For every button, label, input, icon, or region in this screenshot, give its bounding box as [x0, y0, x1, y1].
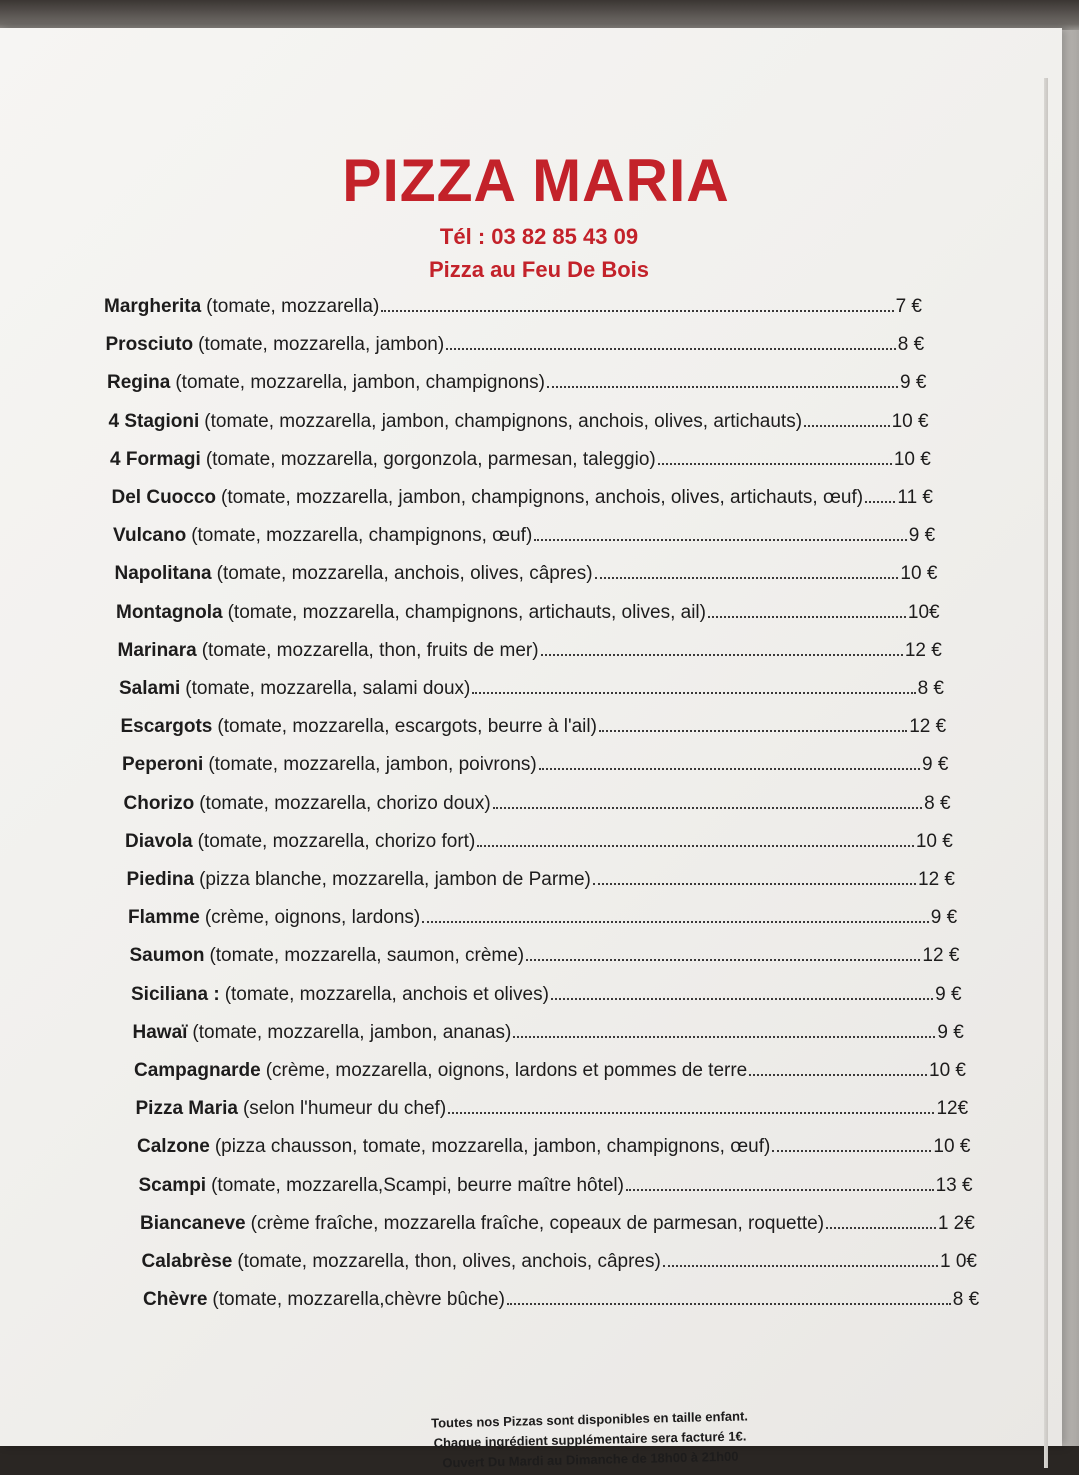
pizza-ingredients: (tomate, mozzarella, escargots, beurre à l'ail) [217, 716, 597, 738]
dot-leader [541, 654, 903, 656]
dot-leader [595, 577, 899, 579]
pizza-price: 8 € [897, 334, 925, 356]
pizza-ingredients: (tomate, mozzarella, anchois et olives) [224, 983, 549, 1005]
pizza-price: 12€ [936, 1098, 969, 1120]
pizza-name: Chorizo [123, 792, 195, 814]
pizza-price: 10 € [933, 1136, 971, 1158]
pizza-name: Saumon [129, 945, 205, 967]
pizza-price: 12 € [904, 639, 942, 661]
footer-opening-hours: Ouvert Du Mardi au Dimanche de 18h00 à 21h00 [442, 1448, 739, 1471]
pizza-ingredients: (tomate, mozzarella, chorizo doux) [199, 792, 491, 814]
menu-item [109, 411, 929, 433]
dot-leader [804, 425, 890, 427]
pizza-price: 8 € [917, 678, 944, 699]
pizza-name: Prosciuto [105, 334, 194, 356]
pizza-name: Flamme [128, 907, 200, 929]
pizza-ingredients: (tomate, mozzarella) [206, 296, 380, 317]
dot-leader [422, 921, 929, 923]
menu-item [121, 716, 947, 738]
pizza-name: Peperoni [122, 754, 204, 776]
restaurant-title: PIZZA MARIA [342, 147, 730, 214]
pizza-ingredients: (tomate, mozzarella, champignons, œuf) [191, 525, 533, 547]
pizza-name: Montagnola [116, 601, 223, 623]
pizza-ingredients: (tomate, mozzarella, saumon, crème) [209, 945, 525, 967]
menu-item [125, 831, 953, 853]
pizza-name: Piedina [126, 869, 195, 890]
pizza-price: 1 0€ [940, 1251, 977, 1272]
pizza-price: 12 € [909, 716, 947, 738]
pizza-name: Salami [119, 678, 181, 699]
pizza-price: 10 € [915, 830, 953, 852]
pizza-ingredients: (tomate, mozzarella, salami doux) [185, 678, 471, 699]
menu-item [112, 487, 934, 509]
pizza-price: 9 € [937, 1021, 964, 1043]
pizza-ingredients: (crème, oignons, lardons) [204, 907, 421, 929]
pizza-ingredients: (selon l'humeur du chef) [242, 1098, 447, 1120]
dot-leader [493, 807, 923, 809]
pizza-name: Biancaneve [140, 1212, 246, 1234]
pizza-price: 7 € [895, 296, 922, 317]
pizza-price: 8 € [952, 1289, 980, 1311]
dot-leader [826, 1227, 936, 1229]
pizza-ingredients: (tomate, mozzarella, gorgonzola, parmesan, taleggio) [205, 448, 656, 470]
dot-leader [593, 883, 916, 885]
pizza-ingredients: (tomate, mozzarella, anchois, olives, câpres) [216, 563, 593, 585]
pizza-name: Diavola [125, 830, 193, 852]
pizza-price: 13 € [935, 1174, 973, 1196]
pizza-price: 10 € [900, 563, 938, 585]
pizza-price: 10 € [929, 1060, 966, 1081]
pizza-price: 10 € [893, 448, 931, 470]
menu-item [113, 525, 935, 547]
pizza-price: 9 € [908, 525, 936, 547]
phone-number: Tél : 03 82 85 43 09 [439, 224, 639, 249]
menu-item [106, 334, 925, 356]
menu-item [118, 640, 942, 662]
pizza-ingredients: (tomate, mozzarella, champignons, artichauts, olives, ail) [227, 601, 706, 623]
pizza-price: 1 2€ [937, 1212, 975, 1234]
pizza-ingredients: (tomate, mozzarella, chorizo fort) [197, 830, 476, 852]
menu-item [136, 1098, 969, 1120]
pizza-name: Scampi [138, 1174, 207, 1196]
menu-item [107, 372, 926, 394]
pizza-ingredients: (tomate, mozzarella, jambon, poivrons) [208, 754, 537, 776]
pizza-price: 12 € [922, 945, 960, 967]
menu-item [130, 945, 960, 967]
menu-item [139, 1175, 973, 1197]
dot-leader [658, 463, 892, 465]
pizza-name: Pizza Maria [135, 1098, 238, 1120]
menu-item [119, 678, 944, 700]
menu-item [134, 1060, 966, 1082]
pizza-price: 10 € [891, 410, 929, 432]
menu-item [140, 1213, 975, 1235]
pizza-price: 9 € [899, 372, 927, 394]
menu-item [127, 869, 956, 891]
dot-leader [513, 1036, 935, 1038]
menu-item [116, 602, 940, 624]
pizza-ingredients: (pizza blanche, mozzarella, jambon de Parme) [199, 869, 591, 890]
pizza-name: Campagnarde [134, 1060, 261, 1081]
pizza-ingredients: (tomate, mozzarella,chèvre bûche) [212, 1289, 505, 1311]
pizza-ingredients: (tomate, mozzarella, thon, olives, anchois, câpres) [237, 1251, 661, 1272]
pizza-price: 9 € [935, 983, 962, 1005]
dot-leader [749, 1074, 927, 1076]
pizza-name: Regina [107, 372, 171, 394]
dot-leader [865, 501, 895, 503]
pizza-price: 8 € [924, 792, 951, 814]
dot-leader [772, 1150, 931, 1152]
menu-item [104, 296, 922, 318]
dot-leader [708, 616, 906, 618]
pizza-name: 4 Stagioni [108, 410, 200, 432]
footer-note-extra-ingredient: Chaque ingrédient supplémentaire sera facturé 1€. [433, 1428, 747, 1451]
menu-item [110, 449, 931, 471]
dot-leader [526, 959, 920, 961]
pizza-price: 10€ [907, 601, 940, 623]
pizza-ingredients: (tomate, mozzarella, jambon, champignons) [175, 372, 545, 394]
menu-item [122, 754, 948, 776]
menu-item [143, 1289, 979, 1311]
pizza-menu-list [0, 28, 1062, 1446]
pizza-ingredients: (tomate, mozzarella, thon, fruits de mer) [201, 639, 539, 661]
pizza-price: 9 € [921, 754, 949, 776]
dot-leader [547, 386, 898, 388]
dot-leader [448, 1112, 934, 1114]
pizza-name: Margherita [104, 296, 202, 317]
menu-item [115, 563, 938, 585]
restaurant-subtitle: Pizza au Feu De Bois [428, 257, 650, 282]
pizza-name: Calzone [137, 1136, 210, 1158]
dot-leader [626, 1189, 934, 1191]
dot-leader [381, 310, 893, 312]
pizza-ingredients: (tomate, mozzarella, jambon) [198, 334, 445, 356]
menu-item [142, 1251, 978, 1273]
pizza-name: Napolitana [114, 563, 212, 585]
menu-footer [359, 1405, 820, 1475]
dot-leader [472, 692, 915, 694]
dot-leader [599, 730, 907, 732]
menu-item [137, 1136, 970, 1158]
pizza-name: Vulcano [113, 525, 187, 547]
pizza-ingredients: (crème fraîche, mozzarella fraîche, copeaux de parmesan, roquette) [250, 1212, 825, 1234]
pizza-price: 9 € [930, 907, 958, 929]
dot-leader [534, 539, 906, 541]
pizza-ingredients: (tomate, mozzarella, jambon, champignons, anchois, olives, artichauts) [204, 410, 803, 432]
menu-item [128, 907, 957, 929]
pizza-name: Calabrèse [141, 1251, 233, 1272]
menu-item [131, 984, 962, 1006]
dot-leader [551, 998, 933, 1000]
pizza-price: 12 € [918, 869, 955, 890]
pizza-price: 11 € [897, 487, 933, 508]
pizza-name: 4 Formagi [110, 448, 201, 470]
dot-leader [446, 348, 896, 350]
pizza-ingredients: (pizza chausson, tomate, mozzarella, jambon, champignons, œuf) [214, 1136, 771, 1158]
pizza-ingredients: (crème, mozzarella, oignons, lardons et pommes de terre [265, 1060, 748, 1081]
pizza-name: Marinara [117, 639, 197, 661]
footer-note-child-size: Toutes nos Pizzas sont disponibles en taille enfant. [430, 1408, 749, 1431]
pizza-ingredients: (tomate, mozzarella,Scampi, beurre maître hôtel) [211, 1174, 624, 1196]
menu-item [124, 793, 951, 815]
menu-item [133, 1022, 964, 1044]
pizza-name: Chèvre [143, 1289, 208, 1311]
dot-leader [477, 845, 914, 847]
pizza-ingredients: (tomate, mozzarella, jambon, ananas) [192, 1021, 512, 1043]
pizza-name: Del Cuocco [111, 487, 217, 508]
dot-leader [539, 768, 920, 770]
pizza-name: Escargots [120, 716, 213, 738]
pizza-ingredients: (tomate, mozzarella, jambon, champignons, anchois, olives, artichauts, œuf) [221, 487, 864, 508]
pizza-name: Siciliana : [131, 983, 220, 1005]
menu-page [0, 28, 1062, 1471]
dot-leader [663, 1265, 938, 1267]
dot-leader [507, 1303, 951, 1305]
pizza-name: Hawaï [132, 1021, 188, 1043]
